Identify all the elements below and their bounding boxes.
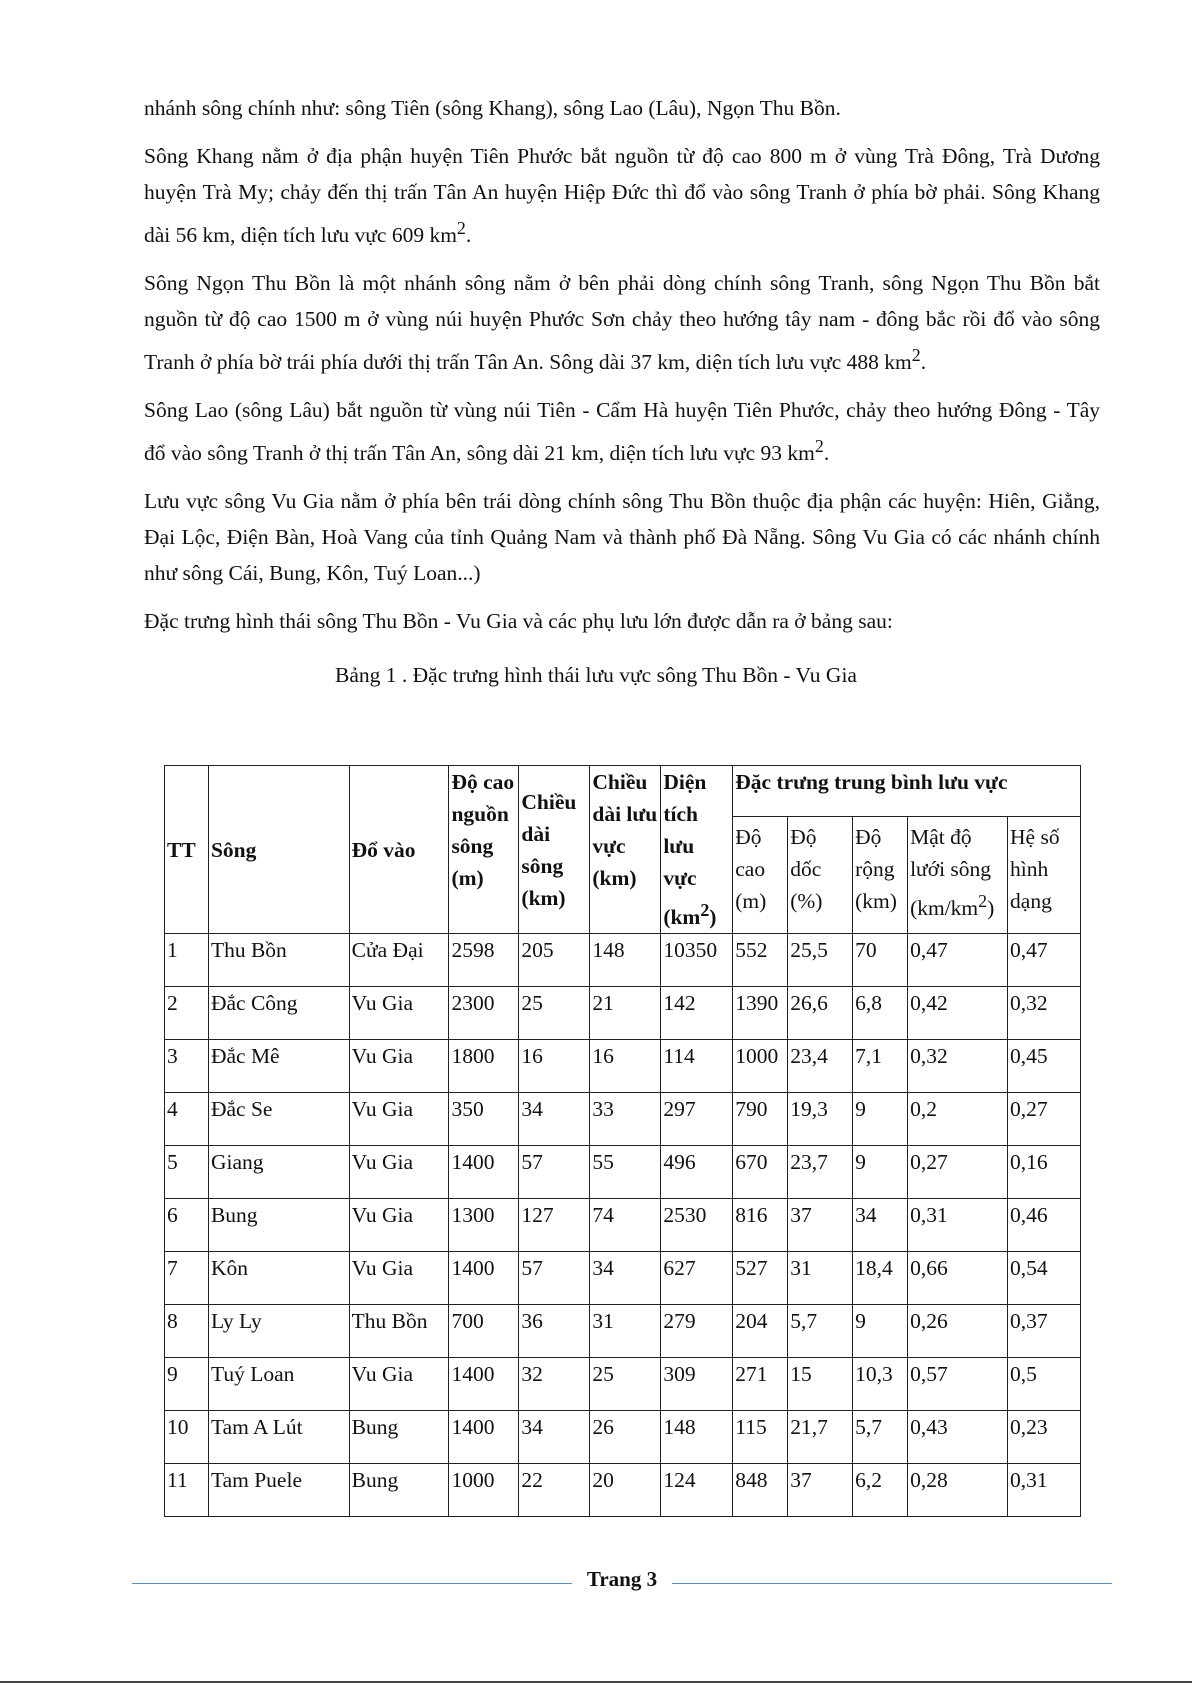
table-cell-do-cao: 115 (733, 1411, 788, 1464)
table-cell-tt: 3 (165, 1040, 209, 1093)
page-footer (132, 1567, 1112, 1597)
table-cell-he-so: 0,5 (1008, 1358, 1081, 1411)
table-row (165, 1040, 1081, 1093)
table-cell-do-rong: 7,1 (853, 1040, 908, 1093)
table-cell-he-so: 0,45 (1008, 1040, 1081, 1093)
table-cell-he-so: 0,32 (1008, 987, 1081, 1040)
superscript: 2 (456, 218, 466, 238)
table-cell-chieu-dai-luu-vuc: 20 (590, 1464, 661, 1517)
table-cell-do-doc: 26,6 (788, 987, 853, 1040)
table-cell-chieu-dai-luu-vuc: 148 (590, 934, 661, 987)
table-cell-chieu-dai-luu-vuc: 55 (590, 1146, 661, 1199)
table-cell-do-vao: Bung (349, 1411, 449, 1464)
table-row (165, 1305, 1081, 1358)
table-cell-he-so: 0,31 (1008, 1464, 1081, 1517)
table-cell-do-rong: 9 (853, 1093, 908, 1146)
table-cell-chieu-dai-song: 127 (519, 1199, 590, 1252)
table-cell-song: Ly Ly (208, 1305, 349, 1358)
table-cell-tt: 5 (165, 1146, 209, 1199)
table-cell-dien-tich: 148 (661, 1411, 733, 1464)
table-cell-chieu-dai-song: 34 (519, 1093, 590, 1146)
table-row (165, 987, 1081, 1040)
table-cell-do-cao-nguon: 2598 (449, 934, 519, 987)
table-cell-tt: 11 (165, 1464, 209, 1517)
table-cell-mat-do: 0,47 (908, 934, 1008, 987)
table-cell-do-vao: Vu Gia (349, 1040, 449, 1093)
table-cell-do-cao-nguon: 2300 (449, 987, 519, 1040)
table-row (165, 1358, 1081, 1411)
header-row-1 (165, 766, 1081, 817)
table-cell-tt: 10 (165, 1411, 209, 1464)
table-cell-do-cao-nguon: 700 (449, 1305, 519, 1358)
table-cell-mat-do: 0,2 (908, 1093, 1008, 1146)
table-cell-tt: 2 (165, 987, 209, 1040)
table-cell-do-cao: 527 (733, 1252, 788, 1305)
table-cell-do-cao: 271 (733, 1358, 788, 1411)
header-dien-tich-close: ) (709, 905, 717, 930)
table-cell-do-vao: Vu Gia (349, 987, 449, 1040)
table-cell-do-doc: 5,7 (788, 1305, 853, 1358)
table-cell-dien-tich: 279 (661, 1305, 733, 1358)
header-mat-do (908, 817, 1008, 934)
table-cell-do-rong: 70 (853, 934, 908, 987)
table-cell-do-doc: 23,7 (788, 1146, 853, 1199)
table-cell-chieu-dai-luu-vuc: 33 (590, 1093, 661, 1146)
table-cell-do-vao: Vu Gia (349, 1358, 449, 1411)
table-cell-do-cao: 552 (733, 934, 788, 987)
header-chieu-dai-luu-vuc: Chiều dài lưu vực (km) (590, 766, 661, 934)
table-cell-do-cao-nguon: 350 (449, 1093, 519, 1146)
paragraph-3: Sông Ngọn Thu Bồn là một nhánh sông nằm ở bên phải dòng chính sông Tranh, sông Ngọn Thu Bồn bắt nguồn từ độ cao 1500 m ở vùng núi huyện Phước Sơn chảy theo hướng tây nam - đông bắc rồi đổ vào sông Tranh ở phía bờ trái phía dưới thị trấn Tân An. Sông dài 37 km, diện tích lưu vực 488 $km^2$. (144, 271, 1100, 375)
table-cell-do-cao-nguon: 1800 (449, 1040, 519, 1093)
table-cell-do-rong: 9 (853, 1305, 908, 1358)
paragraph-6: Đặc trưng hình thái sông Thu Bồn - Vu Gia và các phụ lưu lớn được dẫn ra ở bảng sau: (144, 609, 893, 634)
table-cell-mat-do: 0,26 (908, 1305, 1008, 1358)
table-row (165, 1411, 1081, 1464)
header-he-so: Hệ số hình dạng (1008, 817, 1081, 934)
table-cell-chieu-dai-luu-vuc: 31 (590, 1305, 661, 1358)
paragraph-3-text: Sông Ngọn Thu Bồn là một nhánh sông nằm ở bên phải dòng chính sông Tranh, sông Ngọn Thu Bồn bắt nguồn từ độ cao 1500 m ở vùng núi huyện Phước Sơn chảy theo hướng tây nam - đông bắc rồi đổ vào sông Tranh ở phía bờ trái phía dưới thị trấn Tân An. Sông dài 37 km, diện tích lưu vực 488 km (144, 271, 1100, 375)
table-cell-mat-do: 0,28 (908, 1464, 1008, 1517)
table-caption: Bảng 1 . Đặc trưng hình thái lưu vực sông Thu Bồn - Vu Gia (335, 663, 857, 687)
table-cell-chieu-dai-song: 34 (519, 1411, 590, 1464)
table-cell-mat-do: 0,31 (908, 1199, 1008, 1252)
table-cell-do-cao: 670 (733, 1146, 788, 1199)
table-cell-chieu-dai-luu-vuc: 74 (590, 1199, 661, 1252)
table-cell-chieu-dai-luu-vuc: 34 (590, 1252, 661, 1305)
table-cell-song: Đắc Mê (208, 1040, 349, 1093)
table-cell-song: Bung (208, 1199, 349, 1252)
table-cell-do-cao: 204 (733, 1305, 788, 1358)
table-body (165, 934, 1081, 1517)
table-cell-do-doc: 31 (788, 1252, 853, 1305)
table-cell-do-vao: Vu Gia (349, 1093, 449, 1146)
table-cell-mat-do: 0,42 (908, 987, 1008, 1040)
table-cell-dien-tich: 114 (661, 1040, 733, 1093)
table-cell-dien-tich: 297 (661, 1093, 733, 1146)
table-cell-dien-tich: 309 (661, 1358, 733, 1411)
table-cell-do-cao: 816 (733, 1199, 788, 1252)
header-do-rong: Độ rộng (km) (853, 817, 908, 934)
table-cell-song: Kôn (208, 1252, 349, 1305)
paragraph-4-text: Sông Lao (sông Lâu) bắt nguồn từ vùng núi Tiên - Cẩm Hà huyện Tiên Phước, chảy theo hướng Đông - Tây đổ vào sông Tranh ở thị trấn Tân An, sông dài 21 km, diện tích lưu vực 93 km (144, 398, 1100, 466)
header-do-vao: Đổ vào (349, 766, 449, 934)
paragraph-2: Sông Khang nằm ở địa phận huyện Tiên Phước bắt nguồn từ độ cao 800 m ở vùng Trà Đông, Trà Dương huyện Trà My; chảy đến thị trấn Tân An huyện Hiệp Đức thì đổ vào sông Tranh ở phía bờ phải. Sông Khang dài 56 km, diện tích lưu vực 609 $km^2$. (144, 144, 1100, 248)
table-cell-chieu-dai-song: 22 (519, 1464, 590, 1517)
table-cell-dien-tich: 10350 (661, 934, 733, 987)
header-chieu-dai-song: Chiều dài sông (km) (519, 766, 590, 934)
table-cell-chieu-dai-song: 57 (519, 1146, 590, 1199)
table-cell-do-rong: 5,7 (853, 1411, 908, 1464)
paragraph-1: nhánh sông chính như: sông Tiên (sông Khang), sông Lao (Lâu), Ngọn Thu Bồn. (144, 96, 841, 120)
table-cell-do-rong: 10,3 (853, 1358, 908, 1411)
superscript: 2 (978, 891, 988, 911)
table-cell-mat-do: 0,27 (908, 1146, 1008, 1199)
table-row (165, 1093, 1081, 1146)
table-cell-chieu-dai-luu-vuc: 16 (590, 1040, 661, 1093)
table-cell-he-so: 0,23 (1008, 1411, 1081, 1464)
table-cell-do-cao-nguon: 1400 (449, 1252, 519, 1305)
table-cell-do-cao: 1000 (733, 1040, 788, 1093)
table-cell-song: Tuý Loan (208, 1358, 349, 1411)
table-cell-do-doc: 37 (788, 1464, 853, 1517)
table-cell-do-rong: 18,4 (853, 1252, 908, 1305)
superscript: 2 (911, 345, 921, 366)
table-cell-song: Thu Bồn (208, 934, 349, 987)
header-do-doc: Độ dốc (%) (788, 817, 853, 934)
table-cell-dien-tich: 142 (661, 987, 733, 1040)
table-cell-do-vao: Vu Gia (349, 1199, 449, 1252)
table-cell-he-so: 0,47 (1008, 934, 1081, 987)
header-dien-tich-text: Diện tích lưu vực (km (663, 770, 707, 930)
table-cell-do-cao-nguon: 1400 (449, 1358, 519, 1411)
table-cell-tt: 8 (165, 1305, 209, 1358)
table-cell-do-vao: Thu Bồn (349, 1305, 449, 1358)
table-cell-tt: 9 (165, 1358, 209, 1411)
table-cell-he-so: 0,16 (1008, 1146, 1081, 1199)
table-cell-mat-do: 0,32 (908, 1040, 1008, 1093)
header-mat-do-close: ) (987, 896, 995, 921)
table-cell-dien-tich: 496 (661, 1146, 733, 1199)
body-text (144, 90, 1100, 651)
table-cell-do-cao-nguon: 1400 (449, 1146, 519, 1199)
table-cell-he-so: 0,37 (1008, 1305, 1081, 1358)
table-row (165, 1252, 1081, 1305)
table-cell-do-vao: Vu Gia (349, 1146, 449, 1199)
table-cell-do-cao: 848 (733, 1464, 788, 1517)
table-cell-do-cao-nguon: 1400 (449, 1411, 519, 1464)
page-bottom-edge (0, 1681, 1192, 1683)
table-cell-song: Giang (208, 1146, 349, 1199)
table-cell-song: Đắc Công (208, 987, 349, 1040)
table-cell-dien-tich: 124 (661, 1464, 733, 1517)
superscript: 2 (814, 436, 824, 457)
table-cell-dien-tich: 2530 (661, 1199, 733, 1252)
paragraph-4: Sông Lao (sông Lâu) bắt nguồn từ vùng núi Tiên - Cẩm Hà huyện Tiên Phước, chảy theo hướng Đông - Tây đổ vào sông Tranh ở thị trấn Tân An, sông dài 21 km, diện tích lưu vực 93 $km^2$. (144, 398, 1100, 466)
header-do-cao-nguon: Độ cao nguồn sông (m) (449, 766, 519, 934)
table-cell-song: Đắc Se (208, 1093, 349, 1146)
table-header (165, 766, 1081, 934)
table-cell-do-rong: 9 (853, 1146, 908, 1199)
table-cell-mat-do: 0,66 (908, 1252, 1008, 1305)
page-number: Trang 3 (586, 1567, 658, 1591)
table-cell-do-doc: 21,7 (788, 1411, 853, 1464)
morphology-table (164, 765, 1081, 1517)
table-cell-do-doc: 25,5 (788, 934, 853, 987)
table-cell-do-doc: 15 (788, 1358, 853, 1411)
table-cell-do-doc: 19,3 (788, 1093, 853, 1146)
table-cell-do-cao: 1390 (733, 987, 788, 1040)
paragraph-5: Lưu vực sông Vu Gia nằm ở phía bên trái dòng chính sông Thu Bồn thuộc địa phận các huyện: Hiên, Giằng, Đại Lộc, Điện Bàn, Hoà Vang của tỉnh Quảng Nam và thành phố Đà Nẵng. Sông Vu Gia có các nhánh chính như sông Cái, Bung, Kôn, Tuý Loan...) (144, 489, 1100, 586)
table-cell-do-cao-nguon: 1300 (449, 1199, 519, 1252)
superscript: 2 (700, 900, 710, 920)
table-cell-chieu-dai-luu-vuc: 25 (590, 1358, 661, 1411)
table-cell-song: Tam Puele (208, 1464, 349, 1517)
table-row (165, 1146, 1081, 1199)
paragraph-2-text: Sông Khang nằm ở địa phận huyện Tiên Phước bắt nguồn từ độ cao 800 m ở vùng Trà Đông, Trà Dương huyện Trà My; chảy đến thị trấn Tân An huyện Hiệp Đức thì đổ vào sông Tranh ở phía bờ phải. Sông Khang dài 56 km, diện tích lưu vực 609 km (144, 144, 1100, 248)
table-cell-song: Tam A Lút (208, 1411, 349, 1464)
table-cell-do-vao: Vu Gia (349, 1252, 449, 1305)
table-row (165, 1464, 1081, 1517)
header-do-cao: Độ cao (m) (733, 817, 788, 934)
header-tt: TT (165, 766, 209, 934)
table-cell-dien-tich: 627 (661, 1252, 733, 1305)
table-cell-do-rong: 6,8 (853, 987, 908, 1040)
header-dien-tich (661, 766, 733, 934)
footer-rule-right (672, 1583, 1112, 1584)
header-song: Sông (208, 766, 349, 934)
table-cell-mat-do: 0,57 (908, 1358, 1008, 1411)
table-cell-do-vao: Bung (349, 1464, 449, 1517)
table-cell-chieu-dai-luu-vuc: 21 (590, 987, 661, 1040)
table-cell-do-rong: 6,2 (853, 1464, 908, 1517)
table-cell-chieu-dai-song: 16 (519, 1040, 590, 1093)
table-cell-chieu-dai-song: 57 (519, 1252, 590, 1305)
table-row (165, 1199, 1081, 1252)
table-cell-he-so: 0,46 (1008, 1199, 1081, 1252)
table-cell-tt: 7 (165, 1252, 209, 1305)
table-cell-do-rong: 34 (853, 1199, 908, 1252)
table-cell-do-doc: 37 (788, 1199, 853, 1252)
table-cell-tt: 1 (165, 934, 209, 987)
table-cell-he-so: 0,54 (1008, 1252, 1081, 1305)
table-cell-do-doc: 23,4 (788, 1040, 853, 1093)
header-mat-do-text: Mật độ lưới sông (km/km (910, 825, 992, 921)
table-cell-do-cao: 790 (733, 1093, 788, 1146)
table-cell-tt: 4 (165, 1093, 209, 1146)
table-cell-chieu-dai-luu-vuc: 26 (590, 1411, 661, 1464)
table-cell-do-cao-nguon: 1000 (449, 1464, 519, 1517)
table-cell-do-vao: Cửa Đại (349, 934, 449, 987)
table-row (165, 934, 1081, 987)
table-cell-tt: 6 (165, 1199, 209, 1252)
table-cell-chieu-dai-song: 32 (519, 1358, 590, 1411)
table-cell-mat-do: 0,43 (908, 1411, 1008, 1464)
table-cell-chieu-dai-song: 25 (519, 987, 590, 1040)
table-cell-chieu-dai-song: 36 (519, 1305, 590, 1358)
table-cell-he-so: 0,27 (1008, 1093, 1081, 1146)
table-cell-chieu-dai-song: 205 (519, 934, 590, 987)
header-group-dac-trung: Đặc trưng trung bình lưu vực (733, 766, 1081, 817)
